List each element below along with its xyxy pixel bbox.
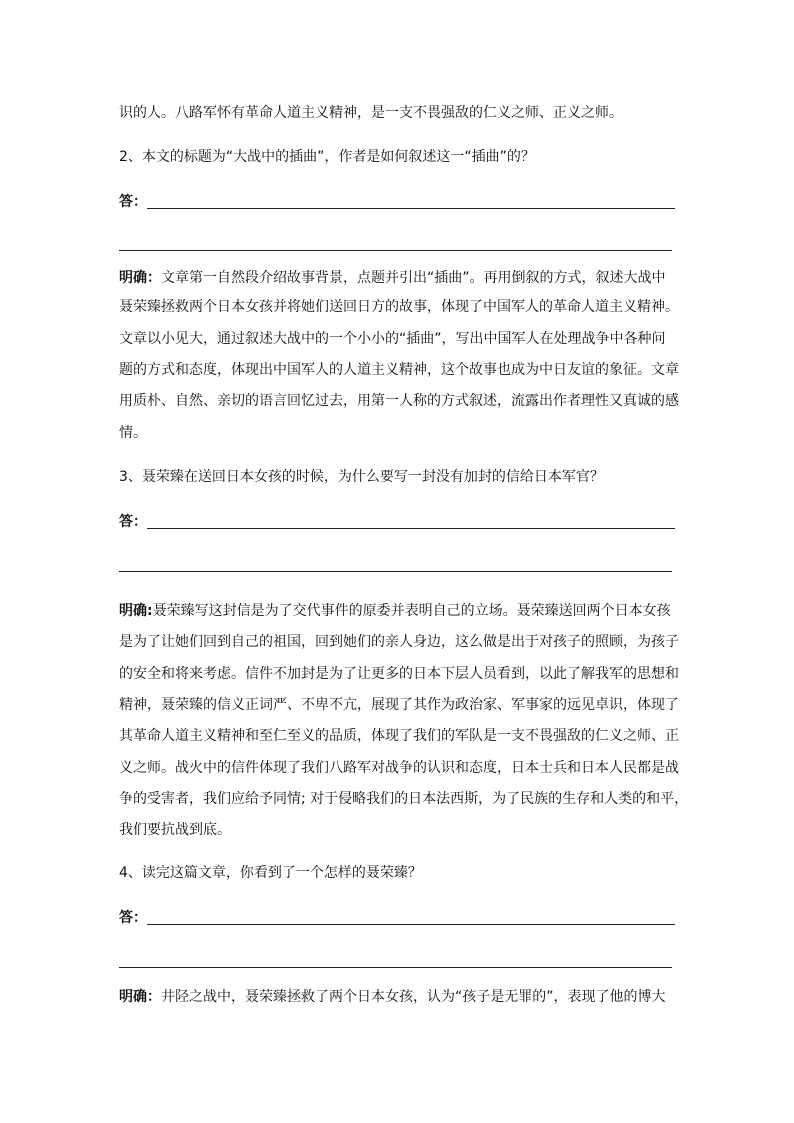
explain-2-text-1: 文章第一自然段介绍故事背景，点题并引出“插曲”。再用倒叙的方式，叙述大战中 [161,270,666,286]
answer-2-line-2 [119,250,672,251]
explain-4-text-1: 井陉之战中，聂荣臻拯救了两个日本女孩，认为“孩子是无罪的”，表现了他的博大 [161,989,666,1005]
answer-3-line-2 [119,571,672,572]
explain-4-line-1 [119,987,679,1007]
answer-2-row [119,192,675,212]
explain-3-line-6: 义之师。战火中的信件体现了我们八路军对战争的认识和态度，日本士兵和日本人民都是战 [119,760,679,776]
explain-3-label: 明确: [119,603,153,619]
answer-4-line-1 [147,924,675,925]
explain-2-line-4: 题的方式和态度，体现出中国军人的人道主义精神，这个故事也成为中日友谊的象征。文章 [119,362,679,378]
explain-2-line-5: 用质朴、自然、亲切的语言回忆过去，用第一人称的方式叙述，流露出作者理性又真诚的感 [119,393,679,409]
question-2: 2、本文的标题为“大战中的插曲”，作者是如何叙述这一“插曲”的？ [119,149,535,165]
explain-3-line-7: 争的受害者，我们应给予同情; 对于侵略我们的日本法西斯，为了民族的生存和人类的和平， [119,791,689,807]
answer-3-line-1 [147,528,675,529]
answer-2-label: 答： [119,194,147,210]
explain-2-line-1 [119,268,679,288]
explain-2-line-6: 情。 [119,425,147,441]
answer-2-line-1 [147,208,675,209]
answer-4-label: 答： [119,910,147,926]
explain-3-line-2: 是为了让她们回到自己的祖国，回到她们的亲人身边，这么做是出于对孩子的照顾，为孩子 [119,634,679,650]
explain-3-line-3: 的安全和将来考虑。信件不加封是为了让更多的日本下层人员看到，以此了解我军的思想和 [119,666,679,682]
intro-tail-text: 识的人。八路军怀有革命人道主义精神，是一支不畏强敌的仁义之师、正义之师。 [119,105,623,121]
explain-3-line-8: 我们要抗战到底。 [119,822,231,838]
answer-4-line-2 [119,967,672,968]
explain-2-line-3: 文章以小见大，通过叙述大战中的一个小小的“插曲”，写出中国军人在处理战争中各种问 [119,331,666,347]
answer-3-label: 答： [119,514,147,530]
answer-4-row [119,908,675,928]
question-4: 4、读完这篇文章，你看到了一个怎样的聂荣臻？ [119,865,422,881]
explain-3-line-5: 其革命人道主义精神和至仁至义的品质，体现了我们的军队是一支不畏强敌的仁义之师、正 [119,728,679,744]
explain-3-line-4: 精神，聂荣臻的信义正词严、不卑不亢，展现了其作为政治家、军事家的远见卓识，体现了 [119,697,679,713]
answer-3-row [119,512,675,532]
explain-3-text-1: 聂荣臻写这封信是为了交代事件的原委并表明自己的立场。聂荣臻送回两个日本女孩 [152,603,671,619]
question-3: 3、聂荣臻在送回日本女孩的时候，为什么要写一封没有加封的信给日本军官？ [119,469,604,485]
explain-2-line-2: 聂荣臻拯救两个日本女孩并将她们送回日方的故事，体现了中国军人的革命人道主义精神。 [119,299,679,315]
explain-4-label: 明确： [119,989,161,1005]
explain-2-label: 明确： [119,270,161,286]
explain-3-line-1 [119,601,679,621]
